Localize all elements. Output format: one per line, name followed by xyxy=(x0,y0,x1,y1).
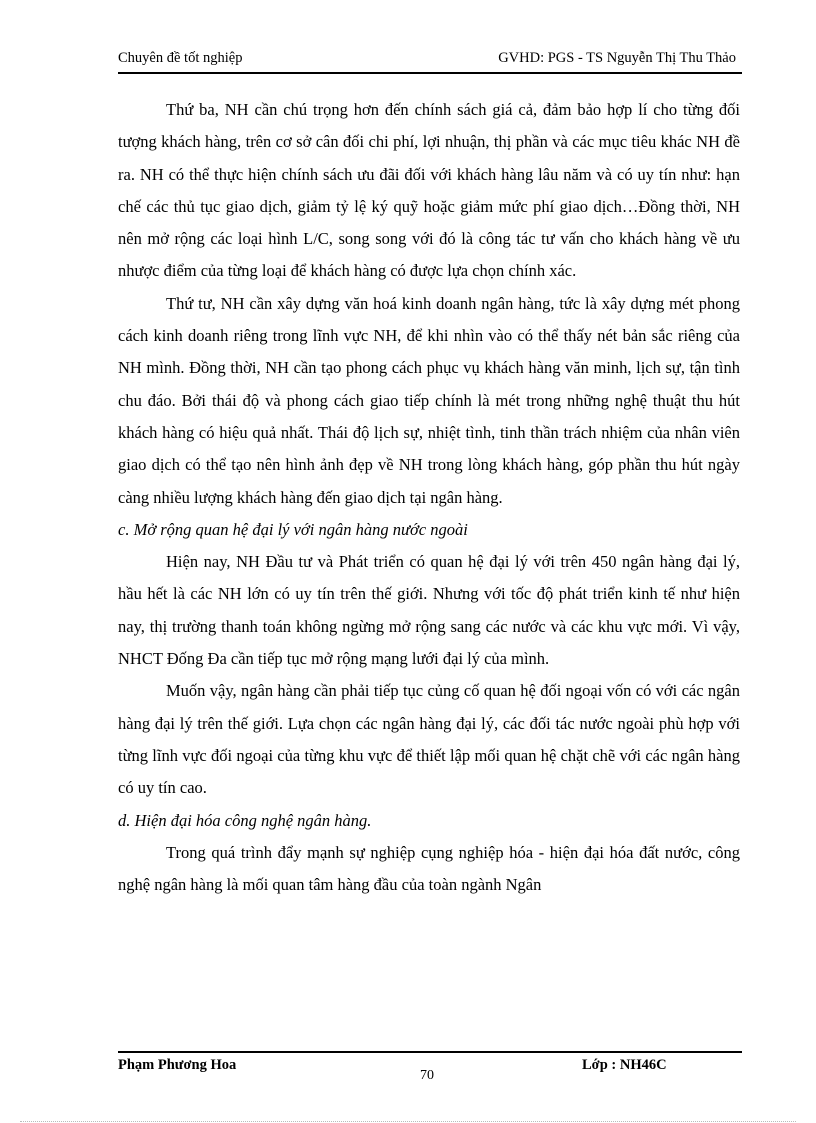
page-number: 70 xyxy=(420,1068,434,1083)
section-heading-d: d. Hiện đại hóa công nghệ ngân hàng. xyxy=(118,810,372,830)
footer-divider xyxy=(118,1051,742,1053)
paragraph-3: Hiện nay, NH Đầu tư và Phát triển có quan hệ đại lý với trên 450 ngân hàng đại lý, hầu hết là các NH lớn có uy tín trên thế giới. Nhưng với tốc độ phát triển kinh tế như hiện nay, thị trường thanh toán không ngừng mở rộng sang các nước và các khu vực mới. Vì vậy, NHCT Đống Đa cần tiếp tục mở rộng mạng lưới đại lý của mình. xyxy=(118,552,740,669)
paragraph-1: Thứ ba, NH cần chú trọng hơn đến chính sách giá cả, đảm bảo hợp lí cho từng đối tượng khách hàng, trên cơ sở cân đối chi phí, lợi nhuận, thị phần và các mục tiêu khác NH đề ra. NH có thể thực hiện chính sách ưu đãi đối với khách hàng lâu năm và có uy tín như: hạn chế các thủ tục giao dịch, giảm tỷ lệ ký quỹ hoặc giảm mức phí giao dịch…Đồng thời, NH nên mở rộng các loại hình L/C, song song với đó là công tác tư vấn cho khách hàng về ưu nhược điểm của từng loại để khách hàng có được lựa chọn chính xác. xyxy=(118,100,740,281)
footer-class: Lớp : NH46C xyxy=(582,1057,667,1073)
page-header xyxy=(118,46,742,74)
footer-author: Phạm Phương Hoa xyxy=(118,1057,237,1073)
document-body xyxy=(118,94,740,901)
paragraph-5: Trong quá trình đẩy mạnh sự nghiệp cụng nghiệp hóa - hiện đại hóa đất nước, công nghệ ngân hàng là mối quan tâm hàng đầu của toàn ngành Ngân xyxy=(118,842,740,895)
page-bottom-border xyxy=(20,1121,796,1122)
paragraph-4: Muốn vậy, ngân hàng cần phải tiếp tục củng cố quan hệ đối ngoại vốn có với các ngân hàng đại lý trên thế giới. Lựa chọn các ngân hàng đại lý, các đối tác nước ngoài phù hợp với từng lĩnh vực đối ngoại của từng khu vực để thiết lập mối quan hệ chặt chẽ với các ngân hàng có uy tín cao. xyxy=(118,681,740,798)
paragraph-2: Thứ tư, NH cần xây dựng văn hoá kinh doanh ngân hàng, tức là xây dựng mét phong cách kinh doanh riêng trong lĩnh vực NH, để khi nhìn vào có thể thấy nét bản sắc riêng của NH mình. Đồng thời, NH cần tạo phong cách phục vụ khách hàng văn minh, lịch sự, tận tình chu đáo. Bởi thái độ và phong cách giao tiếp chính là mét trong những nghệ thuật thu hút khách hàng có hiệu quả nhất. Thái độ lịch sự, nhiệt tình, tinh thần trách nhiệm của nhân viên giao dịch có thể tạo nên hình ảnh đẹp về NH trong lòng khách hàng, góp phần thu hút ngày càng nhiều lượng khách hàng đến giao dịch tại ngân hàng. xyxy=(118,293,740,507)
header-title: Chuyên đề tốt nghiệp xyxy=(118,50,243,66)
header-supervisor: GVHD: PGS - TS Nguyễn Thị Thu Thảo xyxy=(498,50,736,66)
section-heading-c: c. Mở rộng quan hệ đại lý với ngân hàng nước ngoài xyxy=(118,519,468,539)
